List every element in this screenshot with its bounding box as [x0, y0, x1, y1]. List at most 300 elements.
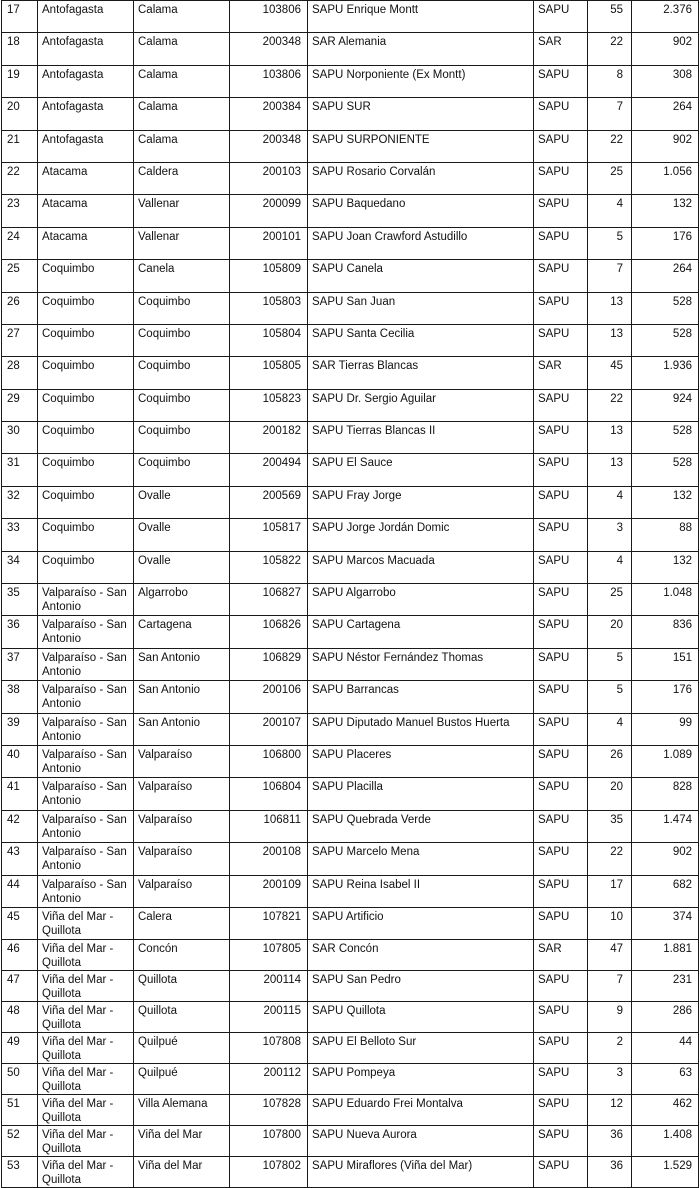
region-cell: Valparaíso - San Antonio: [38, 648, 134, 680]
total-value: 462: [632, 1095, 699, 1126]
total-value: 1.474: [632, 810, 699, 842]
total-value: 231: [632, 971, 699, 1002]
establishment-code: 106826: [230, 616, 308, 648]
establishment-code: 105809: [230, 260, 308, 292]
establishment-code: 106800: [230, 745, 308, 777]
beds-count: 22: [588, 130, 632, 162]
total-value: 902: [632, 33, 699, 65]
establishment-name: SAPU Enrique Montt: [308, 1, 534, 33]
region-cell: Valparaíso - San Antonio: [38, 616, 134, 648]
row-number: 50: [2, 1064, 38, 1095]
comuna-cell: San Antonio: [134, 648, 230, 680]
establishment-name: SAPU Miraflores (Viña del Mar): [308, 1157, 534, 1188]
region-cell: Coquimbo: [38, 292, 134, 324]
table-row: [2, 486, 699, 518]
table-row: [2, 907, 699, 939]
table-row: [2, 810, 699, 842]
row-number: 18: [2, 33, 38, 65]
row-number: 40: [2, 745, 38, 777]
row-number: 46: [2, 940, 38, 971]
establishment-type: SAPU: [534, 778, 588, 810]
region-cell: Coquimbo: [38, 422, 134, 454]
region-cell: Atacama: [38, 195, 134, 227]
table-row: [2, 681, 699, 713]
beds-count: 3: [588, 519, 632, 551]
establishment-type: SAPU: [534, 616, 588, 648]
row-number: 28: [2, 357, 38, 389]
comuna-cell: Viña del Mar: [134, 1157, 230, 1188]
establishment-code: 105805: [230, 357, 308, 389]
row-number: 48: [2, 1002, 38, 1033]
row-number: 45: [2, 907, 38, 939]
establishment-code: 105817: [230, 519, 308, 551]
table-row: [2, 357, 699, 389]
establishment-type: SAPU: [534, 681, 588, 713]
row-number: 27: [2, 324, 38, 356]
row-number: 17: [2, 1, 38, 33]
total-value: 1.529: [632, 1157, 699, 1188]
establishment-code: 200106: [230, 681, 308, 713]
establishment-code: 107800: [230, 1126, 308, 1157]
beds-count: 2: [588, 1033, 632, 1064]
comuna-cell: Calama: [134, 1, 230, 33]
total-value: 264: [632, 98, 699, 130]
establishment-name: SAPU SUR: [308, 98, 534, 130]
establishment-name: SAPU Marcelo Mena: [308, 843, 534, 875]
row-number: 43: [2, 843, 38, 875]
region-cell: Coquimbo: [38, 519, 134, 551]
row-number: 26: [2, 292, 38, 324]
table-row: [2, 843, 699, 875]
establishment-name: SAPU Cartagena: [308, 616, 534, 648]
comuna-cell: Calama: [134, 130, 230, 162]
establishment-name: SAPU SURPONIENTE: [308, 130, 534, 162]
total-value: 1.881: [632, 940, 699, 971]
region-cell: Coquimbo: [38, 389, 134, 421]
establishment-name: SAR Alemania: [308, 33, 534, 65]
total-value: 308: [632, 65, 699, 97]
comuna-cell: Coquimbo: [134, 454, 230, 486]
establishment-name: SAPU Diputado Manuel Bustos Huerta: [308, 713, 534, 745]
region-cell: Antofagasta: [38, 98, 134, 130]
establishment-code: 103806: [230, 1, 308, 33]
establishment-code: 200114: [230, 971, 308, 1002]
row-number: 49: [2, 1033, 38, 1064]
establishment-name: SAPU Barrancas: [308, 681, 534, 713]
beds-count: 13: [588, 324, 632, 356]
establishment-name: SAPU Dr. Sergio Aguilar: [308, 389, 534, 421]
row-number: 30: [2, 422, 38, 454]
region-cell: Viña del Mar - Quillota: [38, 1002, 134, 1033]
establishment-type: SAPU: [534, 65, 588, 97]
region-cell: Coquimbo: [38, 551, 134, 583]
comuna-cell: Villa Alemana: [134, 1095, 230, 1126]
beds-count: 36: [588, 1157, 632, 1188]
establishment-code: 200109: [230, 875, 308, 907]
table-row: [2, 162, 699, 194]
establishment-type: SAPU: [534, 648, 588, 680]
establishment-code: 106829: [230, 648, 308, 680]
row-number: 51: [2, 1095, 38, 1126]
establishment-code: 105823: [230, 389, 308, 421]
comuna-cell: Calama: [134, 65, 230, 97]
table-row: [2, 389, 699, 421]
row-number: 20: [2, 98, 38, 130]
establishment-code: 200108: [230, 843, 308, 875]
comuna-cell: San Antonio: [134, 713, 230, 745]
table-row: [2, 1126, 699, 1157]
establishment-code: 200099: [230, 195, 308, 227]
establishment-type: SAPU: [534, 1, 588, 33]
establishment-name: SAPU Placilla: [308, 778, 534, 810]
establishment-code: 107808: [230, 1033, 308, 1064]
establishment-type: SAR: [534, 357, 588, 389]
beds-count: 35: [588, 810, 632, 842]
establishment-code: 105804: [230, 324, 308, 356]
establishment-type: SAPU: [534, 422, 588, 454]
comuna-cell: Ovalle: [134, 519, 230, 551]
row-number: 37: [2, 648, 38, 680]
table-row: [2, 324, 699, 356]
beds-count: 4: [588, 713, 632, 745]
establishment-type: SAR: [534, 940, 588, 971]
region-cell: Valparaíso - San Antonio: [38, 745, 134, 777]
comuna-cell: San Antonio: [134, 681, 230, 713]
establishment-type: SAPU: [534, 907, 588, 939]
region-cell: Antofagasta: [38, 130, 134, 162]
table-row: [2, 1064, 699, 1095]
comuna-cell: Valparaíso: [134, 843, 230, 875]
establishment-type: SAPU: [534, 260, 588, 292]
region-cell: Valparaíso - San Antonio: [38, 584, 134, 616]
region-cell: Viña del Mar - Quillota: [38, 1033, 134, 1064]
establishment-name: SAPU Marcos Macuada: [308, 551, 534, 583]
establishment-type: SAPU: [534, 1126, 588, 1157]
establishment-name: SAPU Rosario Corvalán: [308, 162, 534, 194]
establishment-code: 200182: [230, 422, 308, 454]
total-value: 374: [632, 907, 699, 939]
comuna-cell: Canela: [134, 260, 230, 292]
establishment-type: SAR: [534, 33, 588, 65]
comuna-cell: Quillota: [134, 971, 230, 1002]
table-body: [2, 1, 699, 1188]
total-value: 132: [632, 195, 699, 227]
establishment-type: SAPU: [534, 292, 588, 324]
row-number: 42: [2, 810, 38, 842]
establishment-type: SAPU: [534, 486, 588, 518]
row-number: 22: [2, 162, 38, 194]
beds-count: 22: [588, 843, 632, 875]
establishment-type: SAPU: [534, 1064, 588, 1095]
table-row: [2, 1157, 699, 1188]
table-row: [2, 195, 699, 227]
row-number: 47: [2, 971, 38, 1002]
establishment-type: SAPU: [534, 195, 588, 227]
region-cell: Valparaíso - San Antonio: [38, 843, 134, 875]
beds-count: 7: [588, 971, 632, 1002]
beds-count: 9: [588, 1002, 632, 1033]
comuna-cell: Valparaíso: [134, 875, 230, 907]
table-row: [2, 292, 699, 324]
comuna-cell: Caldera: [134, 162, 230, 194]
table-row: [2, 616, 699, 648]
establishment-name: SAPU Pompeya: [308, 1064, 534, 1095]
row-number: 53: [2, 1157, 38, 1188]
region-cell: Viña del Mar - Quillota: [38, 1064, 134, 1095]
establishment-code: 200112: [230, 1064, 308, 1095]
table-row: [2, 1, 699, 33]
beds-count: 22: [588, 33, 632, 65]
beds-count: 12: [588, 1095, 632, 1126]
establishment-type: SAPU: [534, 227, 588, 259]
row-number: 38: [2, 681, 38, 713]
establishment-code: 200569: [230, 486, 308, 518]
total-value: 528: [632, 324, 699, 356]
establishment-name: SAPU Néstor Fernández Thomas: [308, 648, 534, 680]
total-value: 528: [632, 422, 699, 454]
total-value: 1.056: [632, 162, 699, 194]
comuna-cell: Valparaíso: [134, 810, 230, 842]
total-value: 176: [632, 227, 699, 259]
establishment-name: SAPU Artificio: [308, 907, 534, 939]
beds-count: 3: [588, 1064, 632, 1095]
establishment-name: SAPU Tierras Blancas II: [308, 422, 534, 454]
table-row: [2, 940, 699, 971]
total-value: 88: [632, 519, 699, 551]
comuna-cell: Coquimbo: [134, 422, 230, 454]
establishment-code: 200494: [230, 454, 308, 486]
comuna-cell: Concón: [134, 940, 230, 971]
comuna-cell: Quillota: [134, 1002, 230, 1033]
region-cell: Valparaíso - San Antonio: [38, 681, 134, 713]
total-value: 176: [632, 681, 699, 713]
beds-count: 13: [588, 422, 632, 454]
establishment-code: 200103: [230, 162, 308, 194]
total-value: 1.048: [632, 584, 699, 616]
beds-count: 7: [588, 98, 632, 130]
establishment-name: SAPU Baquedano: [308, 195, 534, 227]
row-number: 31: [2, 454, 38, 486]
establishment-name: SAR Tierras Blancas: [308, 357, 534, 389]
table-row: [2, 778, 699, 810]
beds-count: 13: [588, 454, 632, 486]
establishment-type: SAPU: [534, 551, 588, 583]
table-row: [2, 875, 699, 907]
table-row: [2, 551, 699, 583]
region-cell: Coquimbo: [38, 324, 134, 356]
establishment-name: SAPU Joan Crawford Astudillo: [308, 227, 534, 259]
row-number: 44: [2, 875, 38, 907]
beds-count: 10: [588, 907, 632, 939]
comuna-cell: Viña del Mar: [134, 1126, 230, 1157]
beds-count: 20: [588, 616, 632, 648]
region-cell: Valparaíso - San Antonio: [38, 875, 134, 907]
table-row: [2, 1033, 699, 1064]
table-row: [2, 227, 699, 259]
establishment-type: SAPU: [534, 584, 588, 616]
row-number: 32: [2, 486, 38, 518]
total-value: 902: [632, 843, 699, 875]
row-number: 24: [2, 227, 38, 259]
row-number: 52: [2, 1126, 38, 1157]
establishment-name: SAPU Jorge Jordán Domic: [308, 519, 534, 551]
establishment-name: SAPU Algarrobo: [308, 584, 534, 616]
beds-count: 45: [588, 357, 632, 389]
region-cell: Antofagasta: [38, 1, 134, 33]
establishment-type: SAPU: [534, 1095, 588, 1126]
establishment-code: 105803: [230, 292, 308, 324]
region-cell: Viña del Mar - Quillota: [38, 1157, 134, 1188]
establishment-code: 107802: [230, 1157, 308, 1188]
comuna-cell: Cartagena: [134, 616, 230, 648]
total-value: 63: [632, 1064, 699, 1095]
establishment-name: SAPU Santa Cecilia: [308, 324, 534, 356]
establishment-name: SAPU Reina Isabel II: [308, 875, 534, 907]
row-number: 39: [2, 713, 38, 745]
region-cell: Antofagasta: [38, 65, 134, 97]
beds-count: 36: [588, 1126, 632, 1157]
comuna-cell: Vallenar: [134, 227, 230, 259]
beds-count: 26: [588, 745, 632, 777]
beds-count: 47: [588, 940, 632, 971]
total-value: 528: [632, 292, 699, 324]
establishment-name: SAPU Eduardo Frei Montalva: [308, 1095, 534, 1126]
total-value: 1.089: [632, 745, 699, 777]
row-number: 34: [2, 551, 38, 583]
establishment-type: SAPU: [534, 1157, 588, 1188]
establishment-name: SAR Concón: [308, 940, 534, 971]
establishment-name: SAPU Nueva Aurora: [308, 1126, 534, 1157]
comuna-cell: Coquimbo: [134, 324, 230, 356]
beds-count: 8: [588, 65, 632, 97]
beds-count: 5: [588, 648, 632, 680]
region-cell: Coquimbo: [38, 486, 134, 518]
table-row: [2, 519, 699, 551]
table-row: [2, 1002, 699, 1033]
establishment-name: SAPU San Juan: [308, 292, 534, 324]
establishment-type: SAPU: [534, 1033, 588, 1064]
establishment-type: SAPU: [534, 713, 588, 745]
comuna-cell: Algarrobo: [134, 584, 230, 616]
establishment-code: 200348: [230, 130, 308, 162]
comuna-cell: Coquimbo: [134, 292, 230, 324]
total-value: 902: [632, 130, 699, 162]
establishment-type: SAPU: [534, 324, 588, 356]
beds-count: 4: [588, 551, 632, 583]
comuna-cell: Coquimbo: [134, 389, 230, 421]
region-cell: Valparaíso - San Antonio: [38, 810, 134, 842]
establishment-type: SAPU: [534, 162, 588, 194]
establishment-type: SAPU: [534, 389, 588, 421]
table-row: [2, 422, 699, 454]
table-row: [2, 745, 699, 777]
beds-count: 4: [588, 486, 632, 518]
table-row: [2, 33, 699, 65]
beds-count: 13: [588, 292, 632, 324]
beds-count: 5: [588, 227, 632, 259]
establishment-type: SAPU: [534, 843, 588, 875]
region-cell: Valparaíso - San Antonio: [38, 713, 134, 745]
comuna-cell: Ovalle: [134, 551, 230, 583]
establishment-code: 106811: [230, 810, 308, 842]
comuna-cell: Valparaíso: [134, 745, 230, 777]
establishment-name: SAPU San Pedro: [308, 971, 534, 1002]
table-row: [2, 130, 699, 162]
establishment-code: 107821: [230, 907, 308, 939]
region-cell: Coquimbo: [38, 357, 134, 389]
comuna-cell: Vallenar: [134, 195, 230, 227]
region-cell: Atacama: [38, 227, 134, 259]
comuna-cell: Valparaíso: [134, 778, 230, 810]
total-value: 264: [632, 260, 699, 292]
establishment-code: 200101: [230, 227, 308, 259]
total-value: 828: [632, 778, 699, 810]
establishment-type: SAPU: [534, 971, 588, 1002]
establishment-code: 200384: [230, 98, 308, 130]
establishment-code: 107828: [230, 1095, 308, 1126]
establishment-name: SAPU El Sauce: [308, 454, 534, 486]
row-number: 36: [2, 616, 38, 648]
row-number: 33: [2, 519, 38, 551]
region-cell: Viña del Mar - Quillota: [38, 1095, 134, 1126]
region-cell: Viña del Mar - Quillota: [38, 940, 134, 971]
row-number: 29: [2, 389, 38, 421]
table-row: [2, 260, 699, 292]
beds-count: 17: [588, 875, 632, 907]
total-value: 528: [632, 454, 699, 486]
table-row: [2, 584, 699, 616]
establishment-code: 200115: [230, 1002, 308, 1033]
total-value: 132: [632, 551, 699, 583]
establishment-type: SAPU: [534, 98, 588, 130]
table-row: [2, 713, 699, 745]
total-value: 1.936: [632, 357, 699, 389]
region-cell: Viña del Mar - Quillota: [38, 1126, 134, 1157]
establishment-code: 103806: [230, 65, 308, 97]
total-value: 286: [632, 1002, 699, 1033]
beds-count: 7: [588, 260, 632, 292]
region-cell: Atacama: [38, 162, 134, 194]
table-row: [2, 65, 699, 97]
establishment-name: SAPU Canela: [308, 260, 534, 292]
total-value: 151: [632, 648, 699, 680]
establishment-code: 106804: [230, 778, 308, 810]
comuna-cell: Quilpué: [134, 1033, 230, 1064]
region-cell: Antofagasta: [38, 33, 134, 65]
comuna-cell: Calera: [134, 907, 230, 939]
establishment-name: SAPU Quillota: [308, 1002, 534, 1033]
row-number: 23: [2, 195, 38, 227]
beds-count: 22: [588, 389, 632, 421]
establishment-name: SAPU Placeres: [308, 745, 534, 777]
beds-count: 5: [588, 681, 632, 713]
table-row: [2, 648, 699, 680]
establishment-type: SAPU: [534, 810, 588, 842]
total-value: 1.408: [632, 1126, 699, 1157]
beds-count: 20: [588, 778, 632, 810]
table-row: [2, 971, 699, 1002]
establishment-type: SAPU: [534, 745, 588, 777]
row-number: 21: [2, 130, 38, 162]
establishment-type: SAPU: [534, 519, 588, 551]
beds-count: 55: [588, 1, 632, 33]
comuna-cell: Coquimbo: [134, 357, 230, 389]
establishment-code: 200348: [230, 33, 308, 65]
row-number: 41: [2, 778, 38, 810]
row-number: 35: [2, 584, 38, 616]
establishment-name: SAPU Norponiente (Ex Montt): [308, 65, 534, 97]
table-row: [2, 454, 699, 486]
